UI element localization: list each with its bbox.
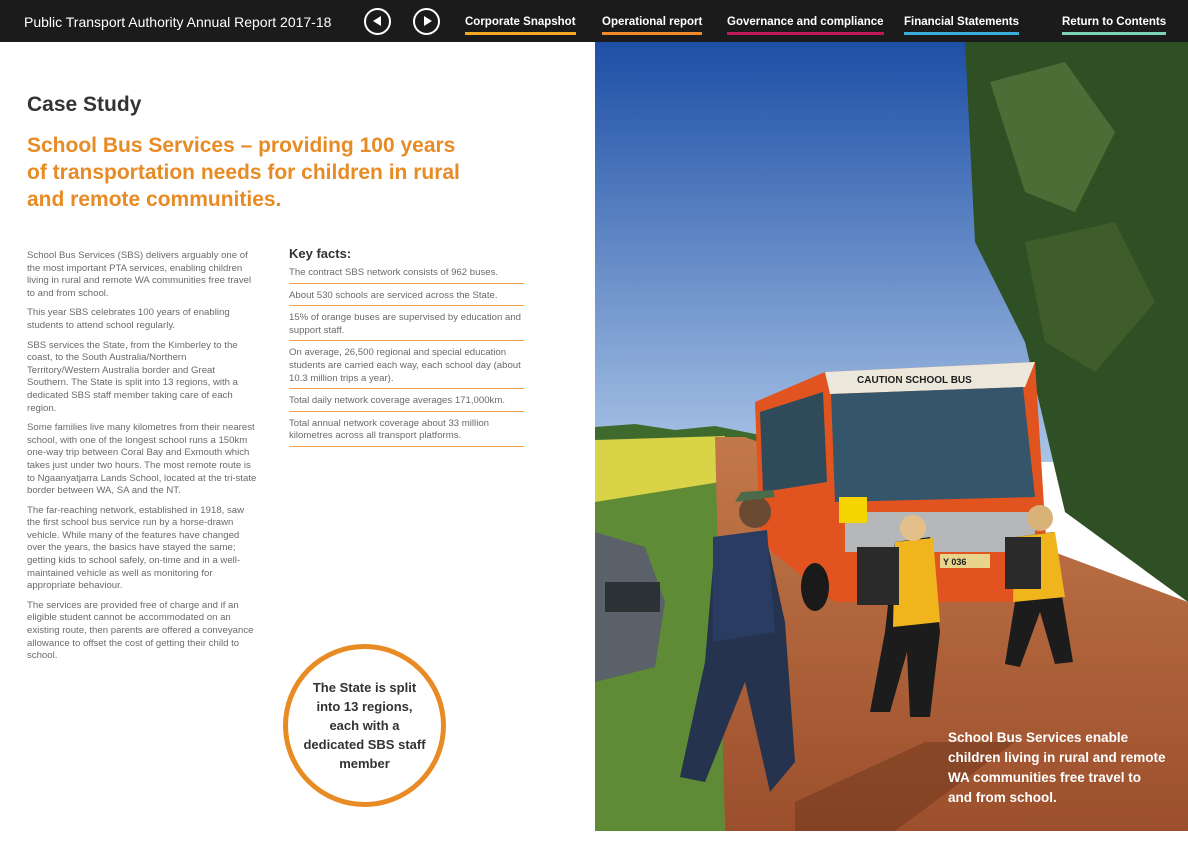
key-fact-item: 15% of orange buses are supervised by education and support staff. bbox=[289, 310, 524, 341]
nav-corporate-snapshot[interactable]: Corporate Snapshot bbox=[465, 16, 576, 35]
top-bar bbox=[0, 0, 1188, 42]
nav-financial-statements[interactable]: Financial Statements bbox=[904, 16, 1019, 35]
case-study-label: Case Study bbox=[27, 93, 142, 116]
body-paragraph: This year SBS celebrates 100 years of enabling students to attend school regularly. bbox=[27, 307, 230, 331]
body-paragraph: The services are provided free of charge and if an eligible student cannot be accommodated on an existing route, then parents are offered a conveyance allowance to offset the cost of getting their child to school. bbox=[27, 599, 254, 662]
key-facts-box bbox=[289, 246, 524, 451]
callout-text: The State is split into 13 regions, each with a dedicated SBS staff member bbox=[303, 680, 426, 771]
nav-governance-compliance[interactable]: Governance and compliance bbox=[727, 16, 884, 35]
previous-page-button[interactable] bbox=[364, 8, 391, 35]
arrow-left-icon bbox=[373, 16, 381, 26]
school-bus-photo bbox=[595, 42, 1188, 831]
body-paragraph: School Bus Services (SBS) delivers arguably one of the most important PTA services, enabling children living in rural and remote WA communities free travel to and from school. bbox=[27, 250, 252, 299]
bus-plate-text: Y 036 bbox=[943, 557, 967, 567]
key-fact-item: About 530 schools are serviced across the State. bbox=[289, 288, 524, 307]
bus-sign-text: CAUTION SCHOOL BUS bbox=[857, 375, 972, 386]
key-fact-item: Total annual network coverage about 33 million kilometres across all transport platforms. bbox=[289, 416, 524, 447]
nav-operational-report[interactable]: Operational report bbox=[602, 16, 702, 35]
body-paragraph: Some families live many kilometres from their nearest school, with one of the longest school runs a 150km one-way trip between Coral Bay and Exmouth which takes just under two hours. The most remote route is to Ngaanyatjarra Lands School, located at the tri-state border between WA, SA and the NT. bbox=[27, 422, 257, 497]
next-page-button[interactable] bbox=[413, 8, 440, 35]
article-body bbox=[27, 250, 259, 670]
key-fact-item: On average, 26,500 regional and special education students are carried each way, each school day (about 10.3 million trips a year). bbox=[289, 345, 524, 389]
body-paragraph: SBS services the State, from the Kimberley to the coast, to the South Australia/Northern Territory/Western Australia border and Great Southern. The State is split into 13 regions, with a dedicated SBS staff member taking care of each region. bbox=[27, 339, 239, 414]
arrow-right-icon bbox=[424, 16, 432, 26]
photo-caption: School Bus Services enable children living in rural and remote WA communities free travel to and from school. bbox=[948, 730, 1166, 805]
report-title: Public Transport Authority Annual Report 2017-18 bbox=[24, 14, 332, 30]
key-facts-title: Key facts: bbox=[289, 246, 352, 261]
body-paragraph: The far-reaching network, established in 1918, saw the first school bus service run by a horse-drawn vehicle. While many of the features have changed over the years, the basics have stayed the same; getting kids to school safely, on-time and in a well-maintained vehicle as well as monitoring for appropriate behaviour. bbox=[27, 504, 245, 592]
key-fact-item: Total daily network coverage averages 171,000km. bbox=[289, 393, 524, 412]
article-headline: School Bus Services – providing 100 years of transportation needs for children in rural and remote communities. bbox=[27, 134, 460, 211]
nav-return-to-contents[interactable]: Return to Contents bbox=[1062, 16, 1166, 35]
key-fact-item: The contract SBS network consists of 962 buses. bbox=[289, 265, 524, 284]
callout-circle bbox=[283, 644, 446, 807]
